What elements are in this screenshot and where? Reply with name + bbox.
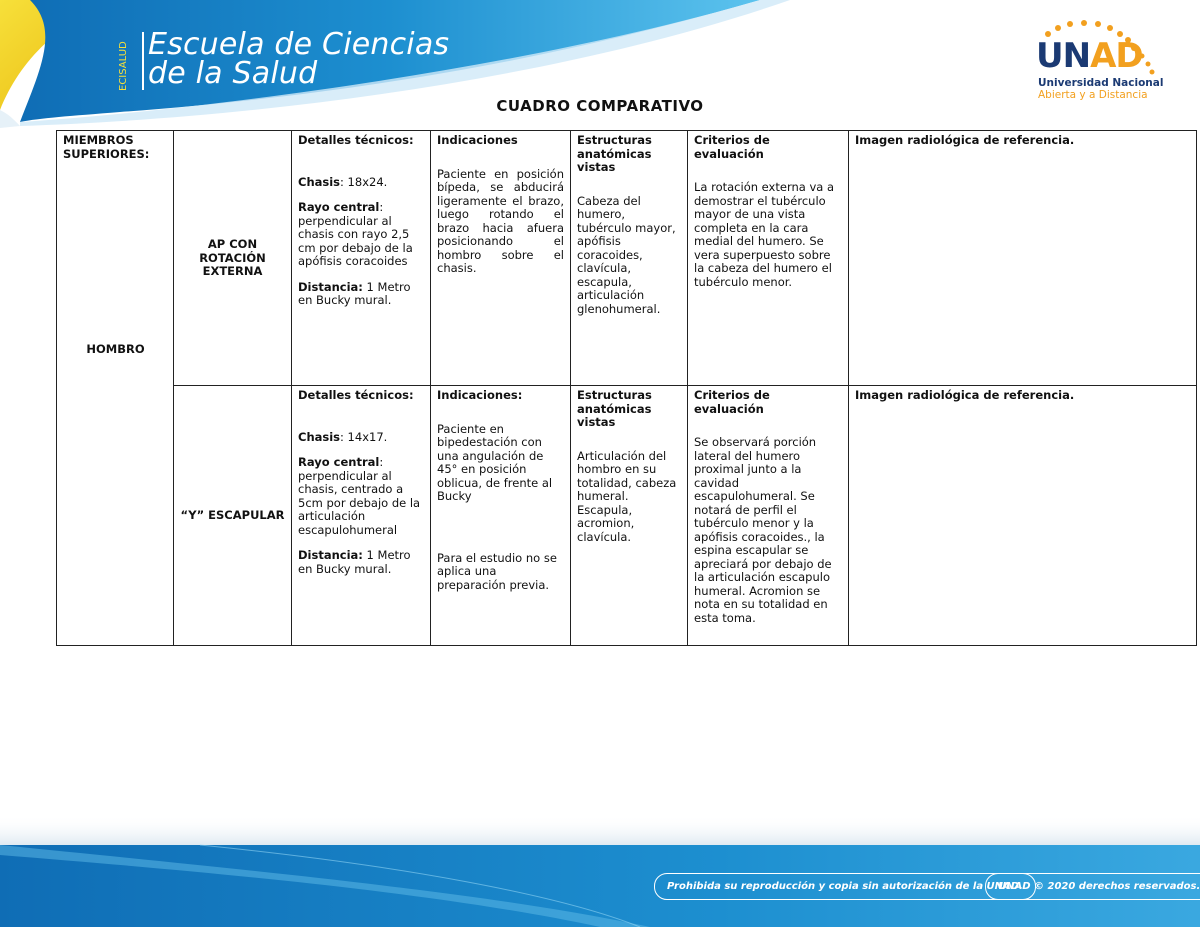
- school-name: [148, 27, 450, 91]
- criteria-cell: [688, 386, 849, 646]
- region-label: HOMBRO: [86, 342, 145, 356]
- structures-text: Cabeza del humero, tubérculo mayor, apófisis coracoides, clavícula, escapula, articulación glenohumeral.: [577, 193, 676, 316]
- footer-notice: Prohibida su reproducción y copia sin autorización de la UNAD.: [654, 873, 1036, 900]
- technical-details-cell: [292, 386, 431, 646]
- reference-image-heading: Imagen radiológica de referencia.: [855, 133, 1075, 147]
- table-row: [57, 386, 1197, 646]
- footer-banner: [0, 815, 1200, 927]
- reference-image-cell: [849, 131, 1197, 386]
- distancia-line: Distancia: 1 Metro en Bucky mural.: [298, 548, 411, 576]
- logo-ad: AD: [1090, 36, 1143, 76]
- indications-text: Paciente en posición bípeda, se abducirá ligeramente el brazo, luego rotando el brazo hacia afuera posicionando el hombro sobre el chasis.: [437, 166, 564, 275]
- svg-text:ECISALUD: ECISALUD: [118, 41, 129, 91]
- school-name-line1: Escuela de Ciencias: [148, 27, 450, 62]
- unad-logo-wordmark: [1036, 36, 1143, 76]
- criteria-text: La rotación externa va a demostrar el tubérculo mayor de una vista completa en la cara medial del humero. Se vera superpuesto sobre la cabeza del humero el tubérculo menor.: [694, 180, 835, 289]
- indications-cell: [431, 131, 571, 386]
- header-divider: [142, 32, 144, 90]
- logo-un: UN: [1036, 36, 1091, 76]
- criteria-cell: [688, 131, 849, 386]
- indications-heading: Indicaciones:: [437, 388, 523, 402]
- structures-cell: [571, 386, 688, 646]
- projection-cell: “Y” ESCAPULAR: [174, 386, 292, 646]
- ecisalud-vertical-tag: [112, 31, 132, 93]
- region-cell: [57, 131, 174, 646]
- logo-university-name: Universidad Nacional: [1038, 77, 1164, 89]
- tech-heading: Detalles técnicos:: [298, 388, 414, 402]
- structures-cell: [571, 131, 688, 386]
- footer-copyright: UNAD © 2020 derechos reservados.: [985, 873, 1200, 900]
- table-row: [57, 131, 1197, 386]
- indications-text: Paciente en bipedestación con una angulación de 45° en posición oblicua, de frente al Bucky: [437, 421, 553, 503]
- criteria-text: Se observará porción lateral del humero proximal junto a la cavidad escapulohumeral. Se notará de perfil el tubérculo menor y la apófisis coracoides., la espina escapular se apreciará por debajo de la articulación escapulo humeral. Acromion se nota en su totalidad en esta toma.: [694, 435, 832, 625]
- structures-text: Articulación del hombro en su totalidad, cabeza humeral. Escapula, acromion, clavícula.: [577, 448, 677, 544]
- indications-cell: [431, 386, 571, 646]
- criteria-heading: Criterios de evaluación: [694, 388, 770, 416]
- chasis-line: Chasis: 18x24.: [298, 174, 388, 189]
- structures-heading: Estructuras anatómicas vistas: [577, 388, 652, 429]
- school-name-line2: de la Salud: [148, 56, 318, 91]
- tech-heading: Detalles técnicos:: [298, 133, 414, 147]
- rayo-line: Rayo central: perpendicular al chasis con rayo 2,5 cm por debajo de la apófisis coracoides: [298, 200, 413, 268]
- category-label: MIEMBROS SUPERIORES:: [63, 133, 150, 161]
- rayo-line: Rayo central: perpendicular al chasis, centrado a 5cm por debajo de la articulación escapulohumeral: [298, 455, 421, 537]
- document-title: CUADRO COMPARATIVO: [496, 97, 704, 115]
- projection-cell: AP CON ROTACIÓN EXTERNA: [174, 131, 292, 386]
- reference-image-cell: [849, 386, 1197, 646]
- structures-heading: Estructuras anatómicas vistas: [577, 133, 652, 174]
- indications-heading: Indicaciones: [437, 133, 518, 147]
- chasis-line: Chasis: 14x17.: [298, 429, 388, 444]
- reference-image-heading: Imagen radiológica de referencia.: [855, 388, 1075, 402]
- criteria-heading: Criterios de evaluación: [694, 133, 770, 161]
- technical-details-cell: [292, 131, 431, 386]
- logo-university-subtitle: Abierta y a Distancia: [1038, 89, 1148, 101]
- comparison-table: [56, 130, 1197, 646]
- indications-extra: Para el estudio no se aplica una preparación previa.: [437, 550, 557, 592]
- distancia-line: Distancia: 1 Metro en Bucky mural.: [298, 279, 411, 307]
